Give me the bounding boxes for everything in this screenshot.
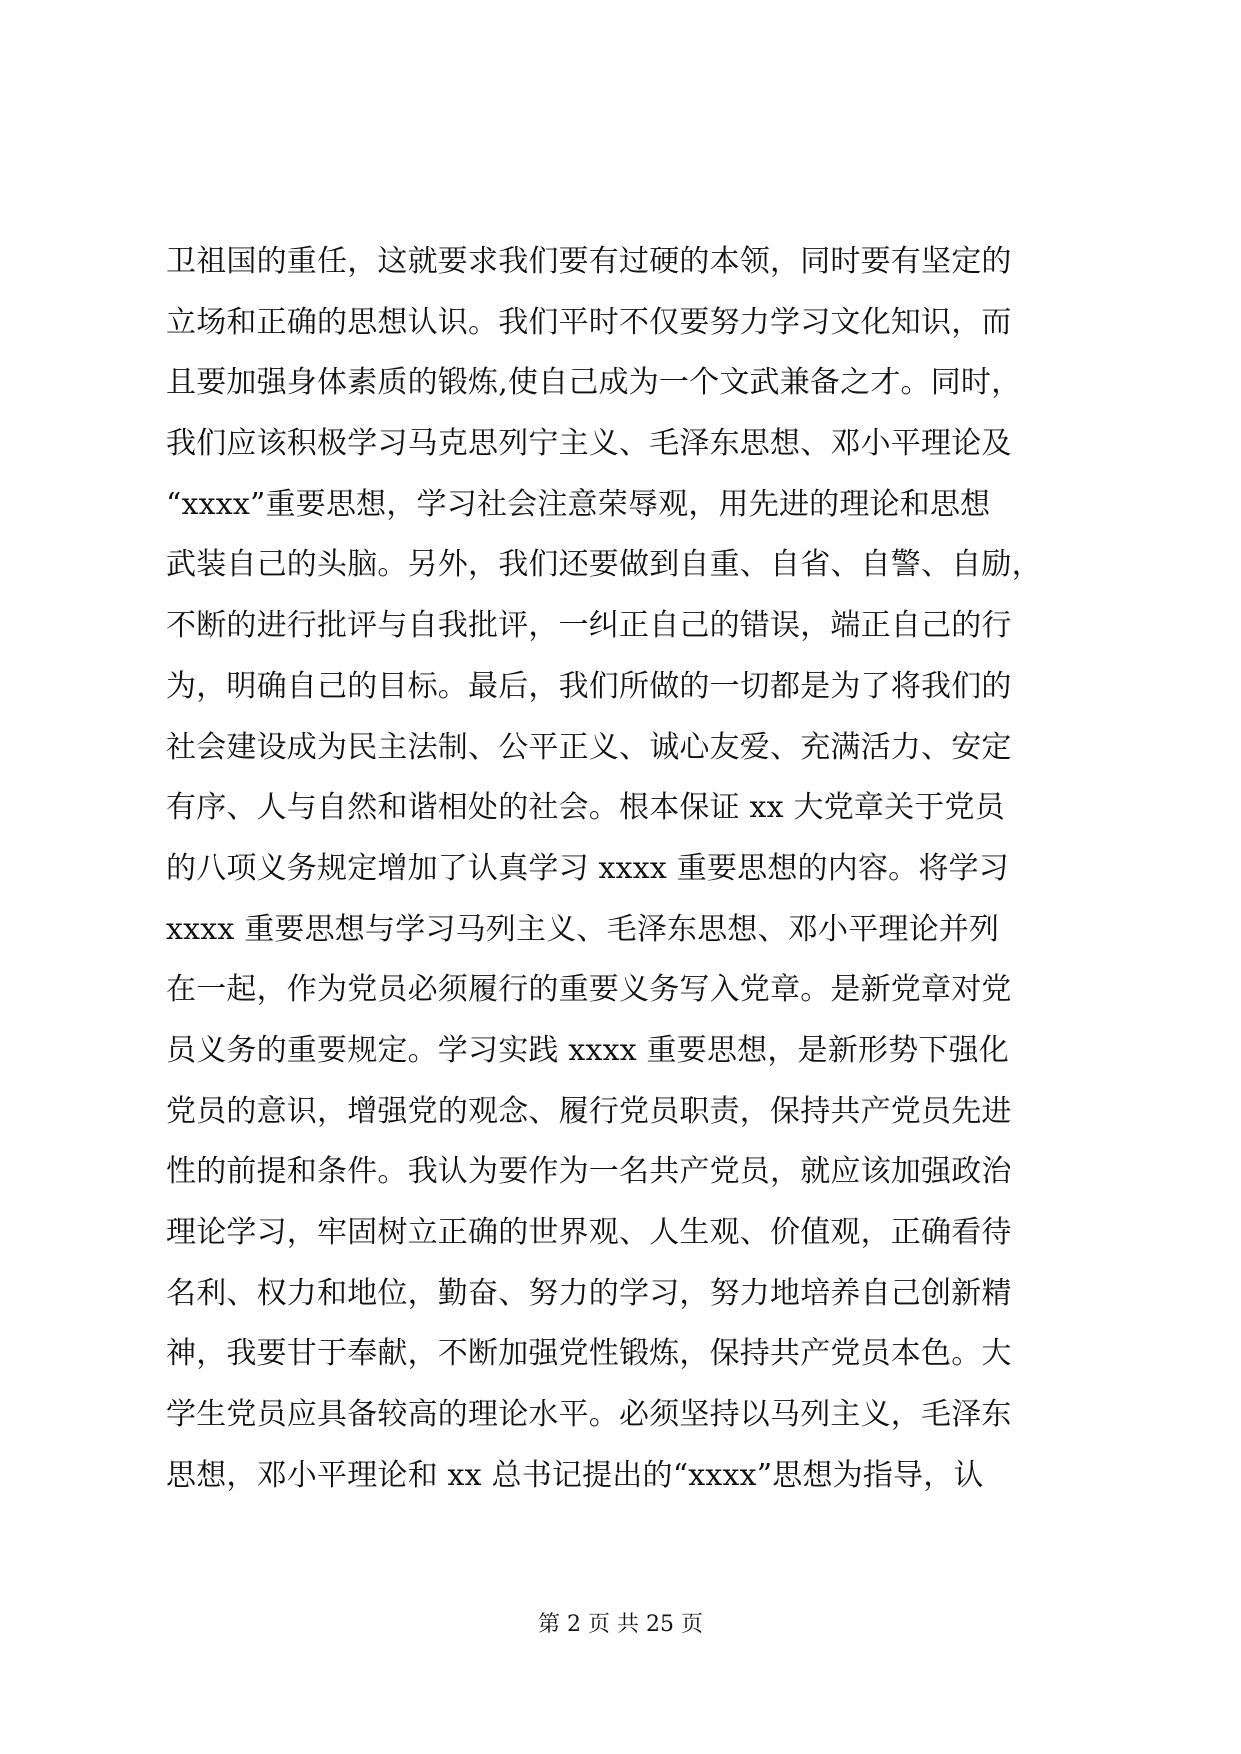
text-line: 理论学习，牢固树立正确的世界观、人生观、价值观，正确看待 [166, 1215, 1012, 1250]
text-line: 的八项义务规定增加了认真学习 xxxx 重要思想的内容。将学习 [166, 850, 1009, 886]
text-line: 有序、人与自然和谐相处的社会。根本保证 xx 大党章关于党员 [166, 790, 1005, 826]
text-line: 学生党员应具备较高的理论水平。必须坚持以马列主义，毛泽东 [166, 1397, 1012, 1433]
text-line: 员义务的重要规定。学习实践 xxxx 重要思想，是新形势下强化 [166, 1032, 1009, 1068]
text-line: 神，我要甘于奉献，不断加强党性锻炼，保持共产党员本色。大 [166, 1336, 1012, 1372]
text-line: 为，明确自己的目标。最后，我们所做的一切都是为了将我们的 [166, 668, 1012, 704]
text-line: 我们应该积极学习马克思列宁主义、毛泽东思想、邓小平理论及 [166, 426, 1012, 462]
text-line: 不断的进行批评与自我批评，一纠正自己的错误，端正自己的行 [166, 608, 1012, 644]
text-line: 名利、权力和地位，勤奋、努力的学习，努力地培养自己创新精 [166, 1275, 1012, 1311]
text-line: 社会建设成为民主法制、公平正义、诚心友爱、充满活力、安定 [166, 729, 1012, 765]
text-line: 且要加强身体素质的锻炼,使自己成为一个文武兼备之才。同时， [166, 365, 1022, 401]
text-line: “xxxx”重要思想，学习社会注意荣辱观，用先进的理论和思想 [166, 486, 991, 522]
text-line: 卫祖国的重任，这就要求我们要有过硬的本领，同时要有坚定的 [166, 244, 1012, 279]
page-footer [0, 1610, 1241, 1640]
text-line: 思想，邓小平理论和 xx 总书记提出的“xxxx”思想为指导，认 [166, 1457, 984, 1493]
text-line: xxxx 重要思想与学习马列主义、毛泽东思想、邓小平理论并列 [166, 911, 1000, 947]
text-line: 在一起，作为党员必须履行的重要义务写入党章。是新党章对党 [166, 972, 1012, 1008]
text-line: 立场和正确的思想认识。我们平时不仅要努力学习文化知识，而 [166, 304, 1012, 340]
text-line: 武装自己的头脑。另外，我们还要做到自重、自省、自警、自励， [166, 547, 1042, 583]
text-line: 性的前提和条件。我认为要作为一名共产党员，就应该加强政治 [166, 1154, 1012, 1190]
body-text [166, 232, 1086, 1506]
page-number-label: 第 2 页 共 25 页 [538, 1612, 703, 1637]
text-line: 党员的意识，增强党的观念、履行党员职责，保持共产党员先进 [166, 1093, 1012, 1129]
